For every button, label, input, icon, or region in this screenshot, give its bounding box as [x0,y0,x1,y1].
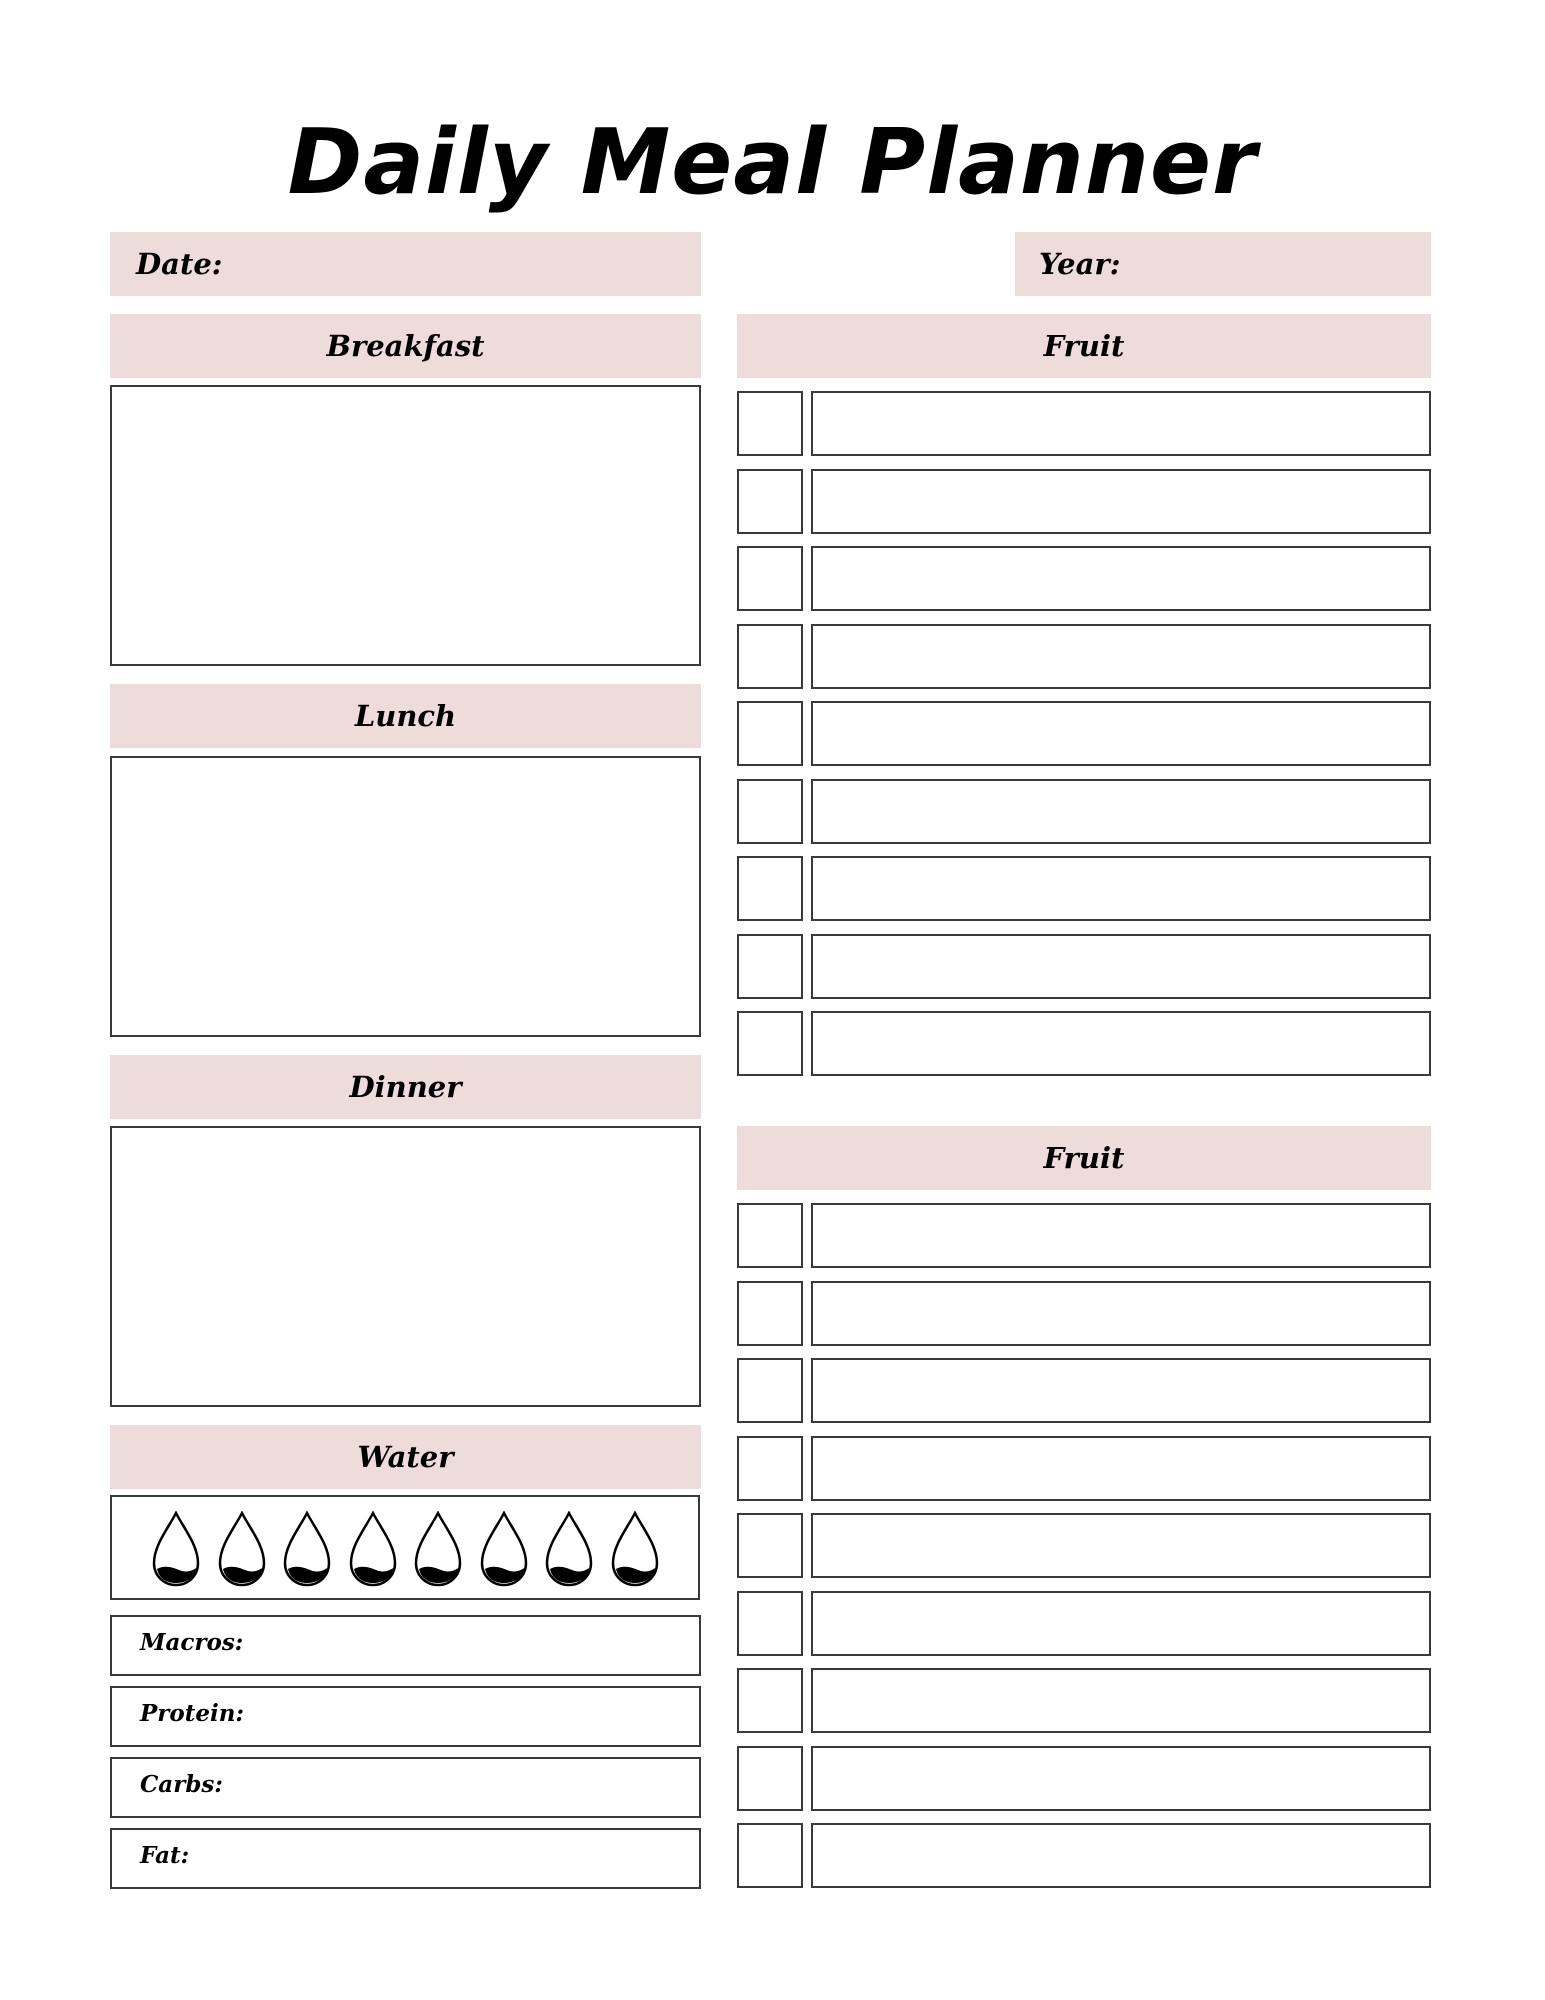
fruit-row [737,701,1431,766]
breakfast-notes-area[interactable] [110,385,701,666]
fruit-checkbox[interactable] [737,1011,803,1076]
water-drop-icon[interactable] [611,1511,659,1587]
fruit-row [737,391,1431,456]
water-header: Water [110,1425,701,1489]
fruit-row [737,1513,1431,1578]
protein-field[interactable] [110,1686,701,1747]
fruit-checkbox[interactable] [737,1746,803,1811]
fruit-row [737,1358,1431,1423]
dinner-header: Dinner [110,1055,701,1119]
water-drop-icon[interactable] [349,1511,397,1587]
fruit-checkbox[interactable] [737,1668,803,1733]
fruit-checkbox[interactable] [737,934,803,999]
fruit-checkbox[interactable] [737,1281,803,1346]
fruit-entry-field[interactable] [811,934,1431,999]
fruit-entry-field[interactable] [811,624,1431,689]
dinner-notes-area[interactable] [110,1126,701,1407]
water-drop-icon[interactable] [414,1511,462,1587]
fruit-checkbox[interactable] [737,469,803,534]
fat-label: Fat: [140,1842,190,1869]
date-field[interactable] [110,232,701,296]
fruit-checkbox[interactable] [737,624,803,689]
fruit-row [737,1668,1431,1733]
fruit-row [737,624,1431,689]
fruit-checkbox[interactable] [737,1203,803,1268]
page-title: Daily Meal Planner [287,110,1258,215]
year-label: Year: [1039,247,1121,281]
fruit-entry-field[interactable] [811,1358,1431,1423]
water-tracker [110,1495,700,1600]
fruit-checkbox[interactable] [737,1436,803,1501]
fruit-checkbox[interactable] [737,779,803,844]
date-label: Date: [136,247,223,281]
fruit-row [737,779,1431,844]
fruit-row [737,934,1431,999]
carbs-label: Carbs: [140,1771,223,1798]
fruit-row [737,1823,1431,1888]
fat-field[interactable] [110,1828,701,1889]
fruit-entry-field[interactable] [811,1823,1431,1888]
fruit-entry-field[interactable] [811,469,1431,534]
fruit-entry-field[interactable] [811,546,1431,611]
water-drop-icon[interactable] [218,1511,266,1587]
fruit-checkbox[interactable] [737,1591,803,1656]
macros-label: Macros: [140,1629,244,1656]
fruit-row [737,469,1431,534]
fruit-checkbox[interactable] [737,856,803,921]
fruit-checkbox[interactable] [737,1513,803,1578]
fruit-checkbox[interactable] [737,1358,803,1423]
fruit-row [737,546,1431,611]
fruit-checklist-2 [737,1203,1431,1901]
fruit-entry-field[interactable] [811,1513,1431,1578]
water-drops [152,1511,659,1587]
fruit-row [737,1746,1431,1811]
lunch-header: Lunch [110,684,701,748]
fruit-entry-field[interactable] [811,1436,1431,1501]
water-drop-icon[interactable] [545,1511,593,1587]
fruit-row [737,1591,1431,1656]
fruit-row [737,1203,1431,1268]
fruit-row [737,1436,1431,1501]
fruit-entry-field[interactable] [811,1668,1431,1733]
macros-field[interactable] [110,1615,701,1676]
carbs-field[interactable] [110,1757,701,1818]
fruit-row [737,1011,1431,1076]
water-drop-icon[interactable] [283,1511,331,1587]
fruit-checkbox[interactable] [737,391,803,456]
fruit-entry-field[interactable] [811,1746,1431,1811]
fruit-checkbox[interactable] [737,546,803,611]
lunch-notes-area[interactable] [110,756,701,1037]
fruit-entry-field[interactable] [811,779,1431,844]
fruit-entry-field[interactable] [811,391,1431,456]
year-field[interactable] [1015,232,1431,296]
fruit-entry-field[interactable] [811,1203,1431,1268]
fruit-header-2: Fruit [737,1126,1431,1190]
fruit-checkbox[interactable] [737,1823,803,1888]
fruit-entry-field[interactable] [811,856,1431,921]
fruit-entry-field[interactable] [811,701,1431,766]
protein-label: Protein: [140,1700,244,1727]
water-drop-icon[interactable] [152,1511,200,1587]
fruit-row [737,1281,1431,1346]
fruit-row [737,856,1431,921]
water-drop-icon[interactable] [480,1511,528,1587]
fruit-header-1: Fruit [737,314,1431,378]
fruit-checkbox[interactable] [737,701,803,766]
fruit-entry-field[interactable] [811,1591,1431,1656]
fruit-entry-field[interactable] [811,1281,1431,1346]
fruit-checklist-1 [737,391,1431,1089]
breakfast-header: Breakfast [110,314,701,378]
fruit-entry-field[interactable] [811,1011,1431,1076]
